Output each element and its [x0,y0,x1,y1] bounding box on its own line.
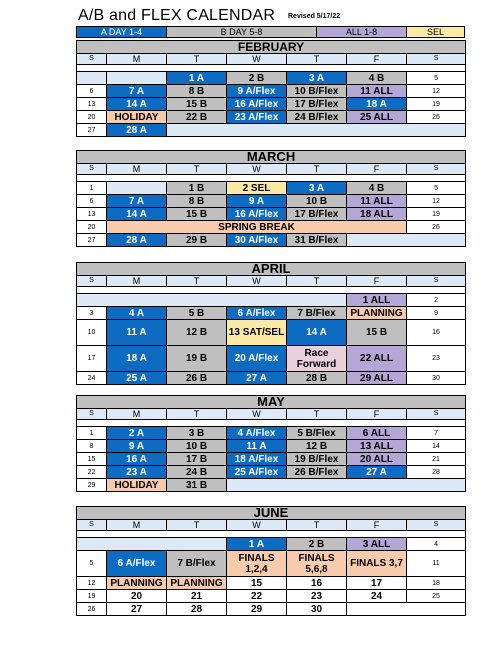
week-row [77,221,466,234]
page-title: A/B and FLEX CALENDAR [78,7,276,24]
day-cell: 6 A/Flex [107,551,167,577]
day-cell: 13 ALL [347,440,407,453]
day-cell: 5 B/Flex [287,427,347,440]
day-cell: 19 [77,590,107,603]
day-cell: 20 [77,111,107,124]
week-row [77,294,466,307]
day-cell: 28 B [287,372,347,385]
day-header: F [347,164,407,175]
day-cell: 7 [407,427,466,440]
day-cell: 20 A/Flex [227,346,287,372]
day-cell: 24 [347,590,407,603]
day-cell: HOLIDAY [107,111,167,124]
month-block-march [76,150,465,247]
day-cell: 7 A [107,85,167,98]
day-cell: 16 [287,577,347,590]
day-cell: 16 A [107,453,167,466]
day-cell: 3 ALL [347,538,407,551]
day-header: F [347,54,407,65]
day-cell: 25 ALL [347,111,407,124]
day-header: T [167,276,227,287]
week-row [77,577,466,590]
empty-cell [347,603,466,616]
day-header: S [407,54,466,65]
day-header: T [287,520,347,531]
legend-sel: SEL [407,27,464,37]
month-block-june [76,506,465,616]
day-cell: 10 [77,320,107,346]
day-cell: 26 B [167,372,227,385]
day-cell: 5 [407,72,466,85]
day-cell: FINALS 3,7 [347,551,407,577]
week-row [77,85,466,98]
day-cell: 22 [77,466,107,479]
day-header: T [167,409,227,420]
day-cell: 2 B [227,72,287,85]
day-cell: 15 B [167,208,227,221]
day-cell: 12 B [287,440,347,453]
day-cell: 25 A/Flex [227,466,287,479]
day-header: S [407,409,466,420]
day-cell: 3 A [287,182,347,195]
day-cell: 2 SEL [227,182,287,195]
day-cell: 13 [77,208,107,221]
month-table [76,150,466,247]
day-cell: 19 [407,98,466,111]
day-cell: 8 [77,440,107,453]
day-cell: 17 B/Flex [287,98,347,111]
day-cell: 1 B [167,182,227,195]
day-cell: 22 B [167,111,227,124]
day-cell: 13 [77,98,107,111]
empty-cell [347,234,466,247]
day-header: M [107,276,167,287]
month-table [76,262,466,385]
day-header: M [107,409,167,420]
month-block-february [76,40,465,137]
day-cell: 11 ALL [347,85,407,98]
empty-cell [77,294,347,307]
day-cell: PLANNING [167,577,227,590]
spacer-row [77,175,466,182]
day-cell: 14 A [107,208,167,221]
day-cell: 20 ALL [347,453,407,466]
day-cell: 8 B [167,195,227,208]
day-cell: 24 [77,372,107,385]
day-cell: 15 [227,577,287,590]
day-cell: 28 A [107,234,167,247]
day-cell: 27 [107,603,167,616]
day-cell: 5 [77,551,107,577]
day-header: T [167,520,227,531]
day-cell: 22 ALL [347,346,407,372]
day-cell: 15 B [167,98,227,111]
day-cell: 24 B/Flex [287,111,347,124]
legend-all: ALL 1-8 [317,27,407,37]
spacer-row [77,420,466,427]
week-row [77,98,466,111]
day-cell: 25 A [107,372,167,385]
day-cell: 2 B [287,538,347,551]
day-cell: 2 [407,294,466,307]
legend-a-day: A DAY 1-4 [77,27,167,37]
revised-date: Revised 5/17/22 [288,13,341,20]
day-cell: 16 A/Flex [227,98,287,111]
day-cell: 10 B [167,440,227,453]
day-cell: 9 [407,307,466,320]
day-cell: 10 B [287,195,347,208]
day-cell: 12 [407,195,466,208]
month-title: JUNE [77,507,466,520]
day-cell: FINALS 5,6,8 [287,551,347,577]
day-cell: 26 [77,603,107,616]
week-row [77,551,466,577]
week-row [77,111,466,124]
week-row [77,307,466,320]
day-cell: 7 A [107,195,167,208]
month-title: MARCH [77,151,466,164]
week-row [77,479,466,492]
day-header: T [287,276,347,287]
day-cell: 18 A [107,346,167,372]
week-row [77,124,466,137]
spacer-row [77,65,466,72]
day-cell: 1 A [227,538,287,551]
day-cell: 17 B [167,453,227,466]
month-table [76,40,466,137]
month-table [76,506,466,616]
day-cell: HOLIDAY [107,479,167,492]
week-row [77,195,466,208]
day-cell: 9 A [227,195,287,208]
day-header: T [287,54,347,65]
day-cell: 26 B/Flex [287,466,347,479]
day-header: T [167,54,227,65]
day-cell: 19 B/Flex [287,453,347,466]
day-cell: 26 [407,221,466,234]
day-cell: 4 B [347,182,407,195]
empty-cell [167,124,466,137]
day-cell: 14 A [287,320,347,346]
month-title: APRIL [77,263,466,276]
day-cell: 16 A/Flex [227,208,287,221]
day-header: T [167,164,227,175]
empty-cell [77,538,227,551]
day-cell: 15 B [347,320,407,346]
day-cell: FINALS 1,2,4 [227,551,287,577]
week-row [77,538,466,551]
day-cell: 18 [407,577,466,590]
day-header: W [227,54,287,65]
day-cell: 31 B/Flex [287,234,347,247]
day-cell: 11 ALL [347,195,407,208]
day-cell: 4 B [347,72,407,85]
day-header: W [227,164,287,175]
day-cell: 6 [77,85,107,98]
day-cell: 18 A/Flex [227,453,287,466]
day-cell: SPRING BREAK [107,221,407,234]
day-cell: 27 [77,124,107,137]
day-cell: 2 A [107,427,167,440]
day-cell: 14 A [107,98,167,111]
day-cell: 29 [77,479,107,492]
day-cell: 6 [77,195,107,208]
day-cell: 19 B [167,346,227,372]
empty-cell [107,72,167,85]
empty-cell [227,479,466,492]
day-cell: 15 [77,453,107,466]
day-cell: 5 [407,182,466,195]
day-cell: 16 [407,320,466,346]
week-row [77,590,466,603]
day-cell: PLANNING [107,577,167,590]
day-cell: 3 A [287,72,347,85]
day-cell: 6 A/Flex [227,307,287,320]
empty-cell [107,182,167,195]
week-row [77,346,466,372]
day-cell: 27 [77,234,107,247]
month-block-april [76,262,465,385]
day-cell: 27 A [347,466,407,479]
spacer-row [77,531,466,538]
month-title: MAY [77,396,466,409]
day-cell: 18 ALL [347,208,407,221]
day-cell: 20 [107,590,167,603]
day-cell: 6 ALL [347,427,407,440]
day-cell: 28 [407,466,466,479]
day-cell: 29 B [167,234,227,247]
day-header: F [347,520,407,531]
day-header: F [347,409,407,420]
day-cell: 12 [77,577,107,590]
week-row [77,320,466,346]
day-cell: 19 [407,208,466,221]
day-cell: 4 A/Flex [227,427,287,440]
day-cell: 1 A [167,72,227,85]
day-cell: 4 A [107,307,167,320]
day-header: S [77,276,107,287]
day-header: M [107,54,167,65]
day-header: W [227,276,287,287]
day-cell: 7 B/Flex [287,307,347,320]
day-cell: 24 B [167,466,227,479]
day-cell: 1 ALL [347,294,407,307]
day-header: F [347,276,407,287]
day-cell: 21 [167,590,227,603]
spacer-row [77,287,466,294]
day-cell: 17 B/Flex [287,208,347,221]
day-cell: 26 [407,111,466,124]
legend-b-day: B DAY 5-8 [167,27,317,37]
day-cell: 12 [407,85,466,98]
day-header: S [77,520,107,531]
day-header: T [287,409,347,420]
day-cell: 23 [287,590,347,603]
day-header: W [227,409,287,420]
week-row [77,466,466,479]
week-row [77,427,466,440]
day-header: S [77,409,107,420]
day-cell: 23 A [107,466,167,479]
day-cell: 17 [347,577,407,590]
day-header: S [407,520,466,531]
day-cell: 4 [407,538,466,551]
day-cell: 10 B/Flex [287,85,347,98]
day-header: S [407,164,466,175]
day-header: M [107,520,167,531]
week-row [77,182,466,195]
day-cell: 25 [407,590,466,603]
day-header: W [227,520,287,531]
empty-cell [77,72,107,85]
day-cell: Race Forward [287,346,347,372]
day-cell: 11 A [227,440,287,453]
day-cell: 21 [407,453,466,466]
day-cell: 30 [407,372,466,385]
day-cell: 29 ALL [347,372,407,385]
week-row [77,603,466,616]
day-cell: 20 [77,221,107,234]
day-cell: 14 [407,440,466,453]
week-row [77,440,466,453]
day-cell: 11 A [107,320,167,346]
week-row [77,453,466,466]
day-header: S [77,54,107,65]
day-cell: 28 A [107,124,167,137]
day-cell: 9 A [107,440,167,453]
day-cell: 30 [287,603,347,616]
day-cell: 1 [77,182,107,195]
day-cell: 12 B [167,320,227,346]
legend [76,26,465,38]
day-cell: PLANNING [347,307,407,320]
day-cell: 28 [167,603,227,616]
day-cell: 23 [407,346,466,372]
week-row [77,72,466,85]
day-cell: 13 SAT/SEL [227,320,287,346]
day-cell: 8 B [167,85,227,98]
day-cell: 22 [227,590,287,603]
day-cell: 9 A/Flex [227,85,287,98]
week-row [77,372,466,385]
day-cell: 18 A [347,98,407,111]
day-cell: 29 [227,603,287,616]
week-row [77,208,466,221]
day-header: M [107,164,167,175]
day-cell: 23 A/Flex [227,111,287,124]
month-title: FEBRUARY [77,41,466,54]
day-header: S [77,164,107,175]
day-cell: 7 B/Flex [167,551,227,577]
day-cell: 1 [77,427,107,440]
day-cell: 31 B [167,479,227,492]
day-cell: 17 [77,346,107,372]
day-cell: 3 [77,307,107,320]
day-cell: 27 A [227,372,287,385]
day-header: T [287,164,347,175]
day-header: S [407,276,466,287]
title-row [78,6,464,26]
month-table [76,395,466,492]
day-cell: 3 B [167,427,227,440]
day-cell: 11 [407,551,466,577]
week-row [77,234,466,247]
day-cell: 30 A/Flex [227,234,287,247]
day-cell: 5 B [167,307,227,320]
month-block-may [76,395,465,492]
